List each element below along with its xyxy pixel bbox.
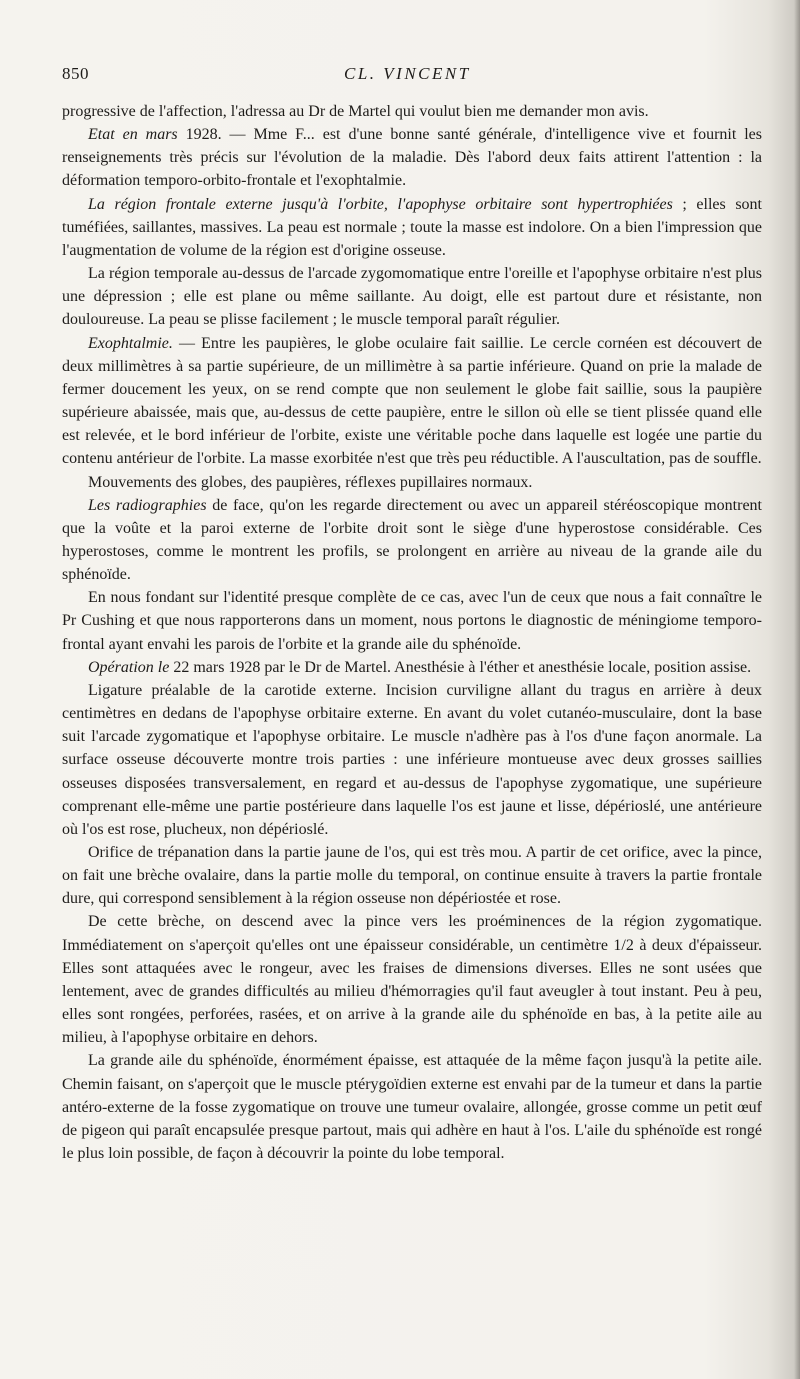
paragraph-continuation xyxy=(62,100,762,123)
paragraph-text: 1928. — Mme F... est d'une bonne santé générale, d'intelligence vive et fournit les renseignements très précis sur l'évolution de la maladie. Dès l'abord deux faits attirent l'attention : la déformation temporo-orbito-frontale et l'exophtalmie. xyxy=(62,126,763,190)
paragraph-text: — Entre les paupières, le globe oculaire fait saillie. Le cercle cornéen est découvert de deux millimètres à sa partie supérieure, de un millimètre à sa partie inférieure. Quand on prie la malade de fermer doucement les yeux, on se rend compte que non seulement le globe fait saillie, sous la paupière supérieure abaissée, mais que, au-dessus de cette paupière, entre le sillon où elle se tient plissée quand elle est relevée, et le bord inférieur de l'orbite, existe une véritable poche dans laquelle est logée une partie du contenu antérieur de l'orbite. La masse exorbitée n'est que très peu réductible. A l'auscultation, pas de souffle. xyxy=(62,334,762,468)
page-header xyxy=(62,64,760,94)
paragraph-ligature xyxy=(62,679,762,841)
paragraph-breche xyxy=(62,910,762,1049)
paragraph-text: La grande aile du sphénoïde, énormément épaisse, est attaquée de la même façon jusqu'à la petite aile. Chemin faisant, on s'aperçoit que le muscle ptérygoïdien externe est envahi par de la tumeur et dans la partie antéro-externe de la fosse zygomatique on trouve une tumeur ovalaire, allongée, grosse comme un petit œuf de pigeon qui paraît encapsulée presque partout, mais qui adhère en haut à l'os. L'aile du sphénoïde est rongé le plus loin possible, de façon à découvrir la pointe du lobe temporal. xyxy=(62,1052,762,1163)
paragraph-text: La région temporale au-dessus de l'arcade zygomomatique entre l'oreille et l'apophyse orbitaire n'est plus une dépression ; elle est plane ou même saillante. Au doigt, elle est partout dure et résistante, non douloureuse. La peau se plisse facilement ; le muscle temporal paraît régulier. xyxy=(62,265,762,329)
paragraph-etat-en-mars xyxy=(62,123,762,192)
paragraph-lead: Les radiographies xyxy=(88,496,207,514)
paragraph-text: Orifice de trépanation dans la partie jaune de l'os, qui est très mou. A partir de cet orifice, avec la pince, on fait une brèche ovalaire, dans la partie molle du temporal, on continue ensuite à travers la partie frontale dure, qui correspond sensiblement à la région osseuse non dépériostée et rose. xyxy=(62,844,762,908)
paragraph-region-frontale xyxy=(62,193,762,262)
scan-edge-shadow xyxy=(794,0,800,1379)
paragraph-radiographies xyxy=(62,494,762,587)
paragraph-text: De cette brèche, on descend avec la pince vers les proéminences de la région zygomatique. Immédiatement on s'aperçoit qu'elles ont une épaisseur considérable, un centimètre 1/2 à deux d'épaisseur. Elles sont attaquées avec le rongeur, avec les fraises de dimensions diverses. Elles ne sont usées que lentement, avec de grandes difficultés au milieu d'hémorragies qu'il faut aveugler à tout instant. Peu à peu, elles sont rongées, perforées, rasées, et on arrive à la grande aile du sphénoïde en bas, à la petite aile au milieu, à l'apophyse orbitaire en dehors. xyxy=(62,913,762,1047)
paragraph-orifice xyxy=(62,841,762,910)
running-title: CL. VINCENT xyxy=(344,64,471,83)
paragraph-text: En nous fondant sur l'identité presque complète de ce cas, avec l'un de ceux que nous a fait connaître le Pr Cushing et que nous rapporterons dans un moment, nous portons le diagnostic de méningiome temporo-frontal ayant envahi les parois de l'orbite et la grande aile du sphénoïde. xyxy=(62,589,762,653)
paragraph-lead: La région frontale externe jusqu'à l'orbite, l'apophyse orbitaire sont hypertrophiées xyxy=(88,195,673,213)
paragraph-text: 22 mars 1928 par le Dr de Martel. Anesthésie à l'éther et anesthésie locale, position assise. xyxy=(169,658,752,676)
paragraph-region-temporale xyxy=(62,262,762,331)
paragraph-grande-aile xyxy=(62,1049,762,1165)
paragraph-text: progressive de l'affection, l'adressa au Dr de Martel qui voulut bien me demander mon avis. xyxy=(62,103,649,120)
body-text xyxy=(62,100,762,1165)
paragraph-text: Ligature préalable de la carotide externe. Incision curviligne allant du tragus en arrière à deux centimètres en dedans de l'apophyse orbitaire externe. En avant du volet cutanéo-musculaire, dont la base suit l'arcade zygomatique et l'apophyse orbitaire. Le muscle n'adhère pas à l'os d'une façon anormale. La surface osseuse découverte montre trois parties : une inférieure montueuse avec deux grosses saillies osseuses disposées transversalement, en regard et au-dessus de l'apophyse zygomatique, une supérieure comprenant elle-même une partie postérieure dans laquelle l'os est jaune et lisse, dépérioslé, une antérieure où l'os est rose, plucheux, non dépérioslé. xyxy=(62,681,762,838)
paragraph-diagnostic xyxy=(62,586,762,655)
paragraph-operation xyxy=(62,656,762,679)
paragraph-lead: Opération le xyxy=(88,658,170,676)
paragraph-text: Mouvements des globes, des paupières, réflexes pupillaires normaux. xyxy=(88,473,533,491)
paragraph-mouvements xyxy=(62,471,762,494)
paragraph-text: ; elles sont tuméfiées, saillantes, massives. La peau est normale ; toute la masse est indolore. On a bien l'impression que l'augmentation de volume de la région est d'origine osseuse. xyxy=(62,195,762,259)
paragraph-lead: Etat en mars xyxy=(88,126,178,144)
paragraph-exophtalmie xyxy=(62,332,762,471)
paragraph-lead: Exophtalmie. xyxy=(88,334,173,352)
paragraph-text: de face, qu'on les regarde directement ou avec un appareil stéréoscopique montrent que la voûte et la paroi externe de l'orbite droit sont le siège d'une hyperostose considérable. Ces hyperostoses, comme le montrent les profils, se prolongent en arrière au niveau de la grande aile du sphénoïde. xyxy=(62,496,762,584)
page-number: 850 xyxy=(62,64,89,83)
